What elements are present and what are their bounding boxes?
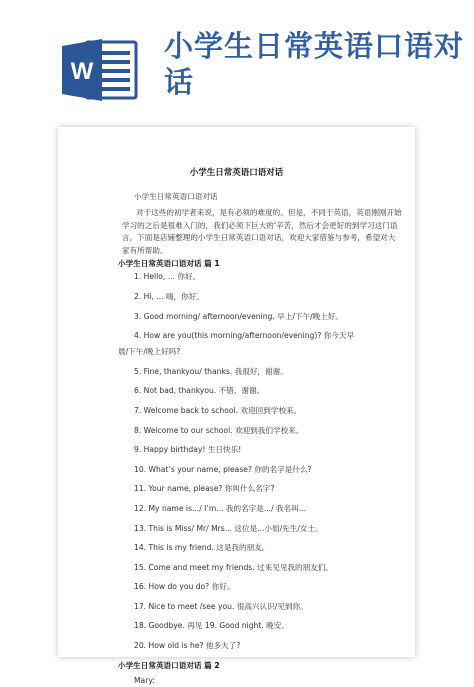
dialogue-line: 16. How do you do? 你好。 — [134, 582, 235, 592]
dialogue-line: 13. This is Miss/ Mr/ Mrs... 这位是...小姐/先生/女士。 — [134, 523, 323, 533]
dialogue-line: 4. How are you(this morning/afternoon/evening)? 你今天早 — [134, 331, 355, 341]
dialogue-line: 10. What’s your name, please? 你的名字是什么? — [134, 464, 312, 474]
section-heading-2: 小学生日常英语口语对话 篇 2 — [118, 660, 220, 670]
dialogue-speaker: Mary: — [134, 675, 155, 685]
dialogue-line: 15. Come and meet my friends. 过来见见我的朋友们。 — [134, 562, 333, 572]
document-body — [118, 185, 402, 687]
dialogue-line: 18. Goodbye. 再见 19. Good night. 晚安。 — [134, 621, 289, 631]
dialogue-line: 11. Your name, please? 你叫什么名字? — [134, 484, 275, 494]
dialogue-line-continuation: 晨/下午/晚上好吗? — [118, 347, 181, 357]
header-banner — [0, 0, 474, 120]
document-page — [58, 127, 415, 685]
banner-title: 小学生日常英语口语对话 — [164, 29, 465, 99]
dialogue-line: 5. Fine, thankyou/ thanks. 我很好，谢谢。 — [134, 366, 288, 376]
dialogue-line: 8. Welcome to our school. 欢迎到我们学校来。 — [134, 425, 304, 435]
dialogue-line: 1. Hello, ... 你好。 — [134, 272, 201, 282]
dialogue-line: 9. Happy birthday! 生日快乐! — [134, 445, 242, 455]
svg-text:W: W — [70, 58, 94, 85]
dialogue-line: 20. How old is he? 他多大了? — [134, 641, 241, 651]
section-heading-1: 小学生日常英语口语对话 篇 1 — [118, 259, 220, 269]
word-document-icon — [62, 37, 140, 103]
dialogue-line: 3. Good morning/ afternoon/evening. 早上/下午/晚上好。 — [134, 311, 344, 321]
dialogue-line: 6. Not bad, thankyou. 不错，谢谢。 — [134, 386, 265, 396]
dialogue-line: 12. My name is.../ I’m... 我的名字是.../ 我名叫... — [134, 503, 307, 513]
intro-paragraph: 对于这些的初学者来说，是有必须的难度的。但是，不同于英语，英语刚刚开始学习的之后是很难入门的，我们必须下巨大的'辛苦，然后才会更好的到学习这门语言。下面是店铺整理的小学生日常英语口语对话，欢迎大家借鉴与参考，希望对大家有所帮助。 — [122, 208, 402, 255]
dialogue-line: 17. Nice to meet /see you. 很高兴认识/见到你。 — [134, 601, 308, 611]
dialogue-line: 14. This is my friend. 这是我的朋友。 — [134, 543, 270, 553]
dialogue-line: 2. Hi, ... 嗨，你好。 — [134, 291, 204, 301]
document-subtitle: 小学生日常英语口语对话 — [134, 192, 218, 201]
dialogue-line: 7. Welcome back to school. 欢迎回到学校来。 — [134, 405, 302, 415]
document-title: 小学生日常英语口语对话 — [189, 168, 284, 178]
